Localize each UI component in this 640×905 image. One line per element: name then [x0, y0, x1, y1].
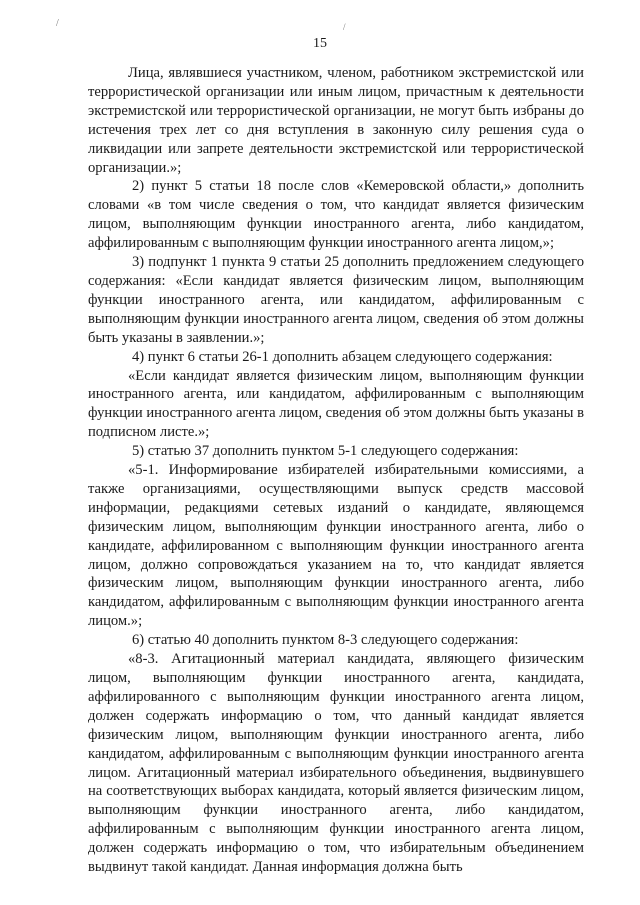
paragraph: 2) пункт 5 статьи 18 после слов «Кемеровской области,» дополнить словами «в том числе сведения о том, что кандидат является физическим лицом, выполняющим функции иностранного агента, либо кандидатом, аффилированным с выполняющим функции иностранного агента лицом,»;	[88, 178, 584, 252]
paragraph: 6) статью 40 дополнить пунктом 8-3 следующего содержания:	[132, 632, 519, 649]
paragraph: 5) статью 37 дополнить пунктом 5-1 следующего содержания:	[132, 443, 519, 460]
paragraph: «5-1. Информирование избирателей избирательными комиссиями, а также организациями, осуществляющими выпуск средств массовой информации, редакциями сетевых изданий о кандидате, являющемся физическим лицом, выполняющим функции иностранного агента, либо о кандидате, аффилированном с выполняющим функции иностранного агента лицом, должно сопровождаться указанием на то, что кандидат является физическим лицом, выполняющим функции иностранного агента, либо кандидатом, аффилированным с выполняющим функции иностранного агента лицом.»;	[88, 462, 584, 630]
scan-mark: /	[343, 22, 346, 32]
paragraph: «Если кандидат является физическим лицом, выполняющим функции иностранного агента, или кандидатом, аффилированным с выполняющим функции иностранного агента лицом, сведения об этом должны быть указаны в подписном листе.»;	[88, 367, 584, 441]
page-number: 15	[313, 36, 327, 51]
paragraph: Лица, являвшиеся участником, членом, работником экстремистской или террористической организации или иным лицом, причастным к деятельности экстремистской или террористической организации, не могут быть избраны до истечения трех лет со дня вступления в законную силу решения суда о ликвидации или запрете деятельности экстремистской или террористической организации.»;	[88, 65, 584, 176]
scan-mark: /	[56, 18, 59, 29]
paragraph: «8-3. Агитационный материал кандидата, являющего физическим лицом, выполняющим функции иностранного агента, кандидата, аффилированного с выполняющим функции иностранного агента лицом, должен содержать информацию о том, что данный кандидат является физическим лицом, выполняющим функции иностранного агента, либо кандидатом, аффилированным с выполняющим функции иностранного агента лицом. Агитационный материал избирательного объединения, выдвинувшего на соответствующих выборах кандидата, который является физическим лицом, выполняющим функции иностранного агента, либо кандидатом, аффилированным с выполняющим функции иностранного агента лицом, должен содержать информацию о том, что избирательным объединением выдвинут такой кандидат. Данная информация должна быть	[88, 651, 584, 876]
paragraph: 3) подпункт 1 пункта 9 статьи 25 дополнить предложением следующего содержания: «Если кандидат является физическим лицом, выполняющим функции иностранного агента, или кандидатом, аффилированным с выполняющим функции иностранного агента лицом, сведения об этом должны быть указаны в заявлении.»;	[88, 254, 584, 346]
paragraph: 4) пункт 6 статьи 26-1 дополнить абзацем следующего содержания:	[132, 348, 553, 365]
document-body	[88, 64, 584, 877]
